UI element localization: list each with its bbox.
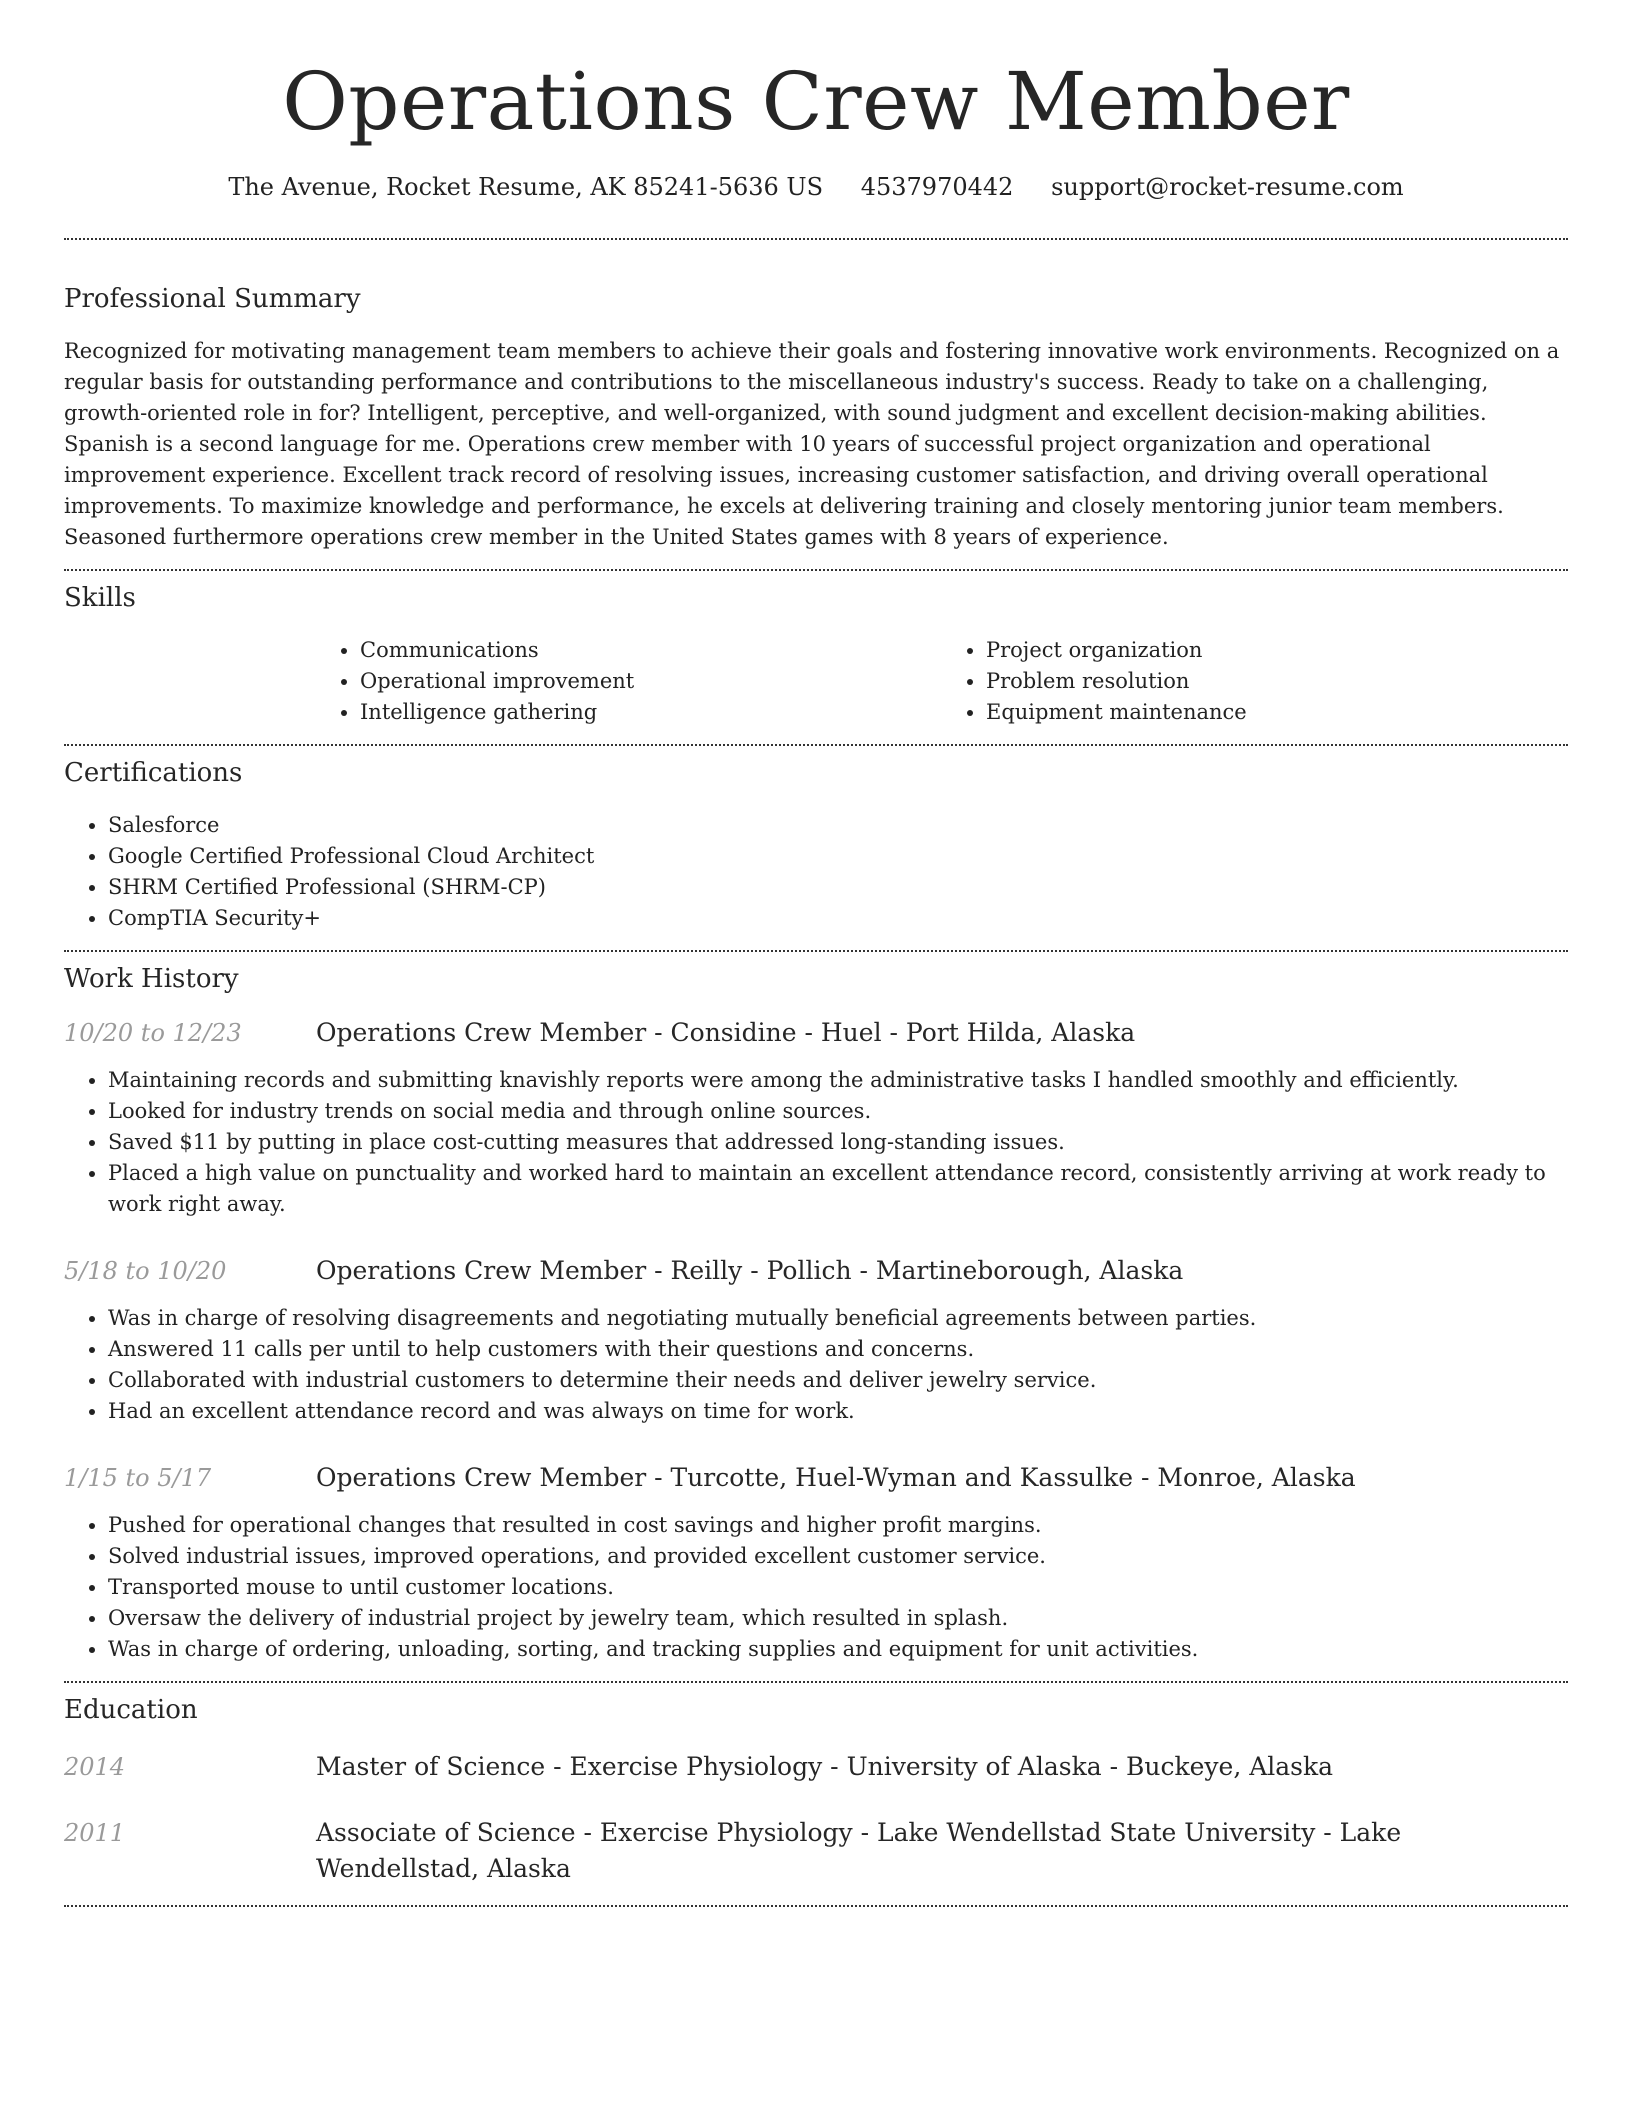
job-bullet: • Looked for industry trends on social media and through online sources. (108, 1096, 1568, 1127)
education-title: Education (64, 1695, 198, 1725)
job-entry (64, 1016, 1568, 1220)
job-dates: 1/15 to 5/17 (64, 1464, 212, 1492)
job-header (64, 1254, 1568, 1287)
skills-list-right (942, 635, 1568, 728)
work-history-section (64, 962, 1568, 1665)
skill-item: • Equipment maintenance (986, 697, 1568, 728)
divider (64, 238, 1568, 240)
summary-title: Professional Summary (64, 284, 361, 314)
education-section (64, 1693, 1568, 1887)
skill-item: • Problem resolution (986, 666, 1568, 697)
education-text: Associate of Science - Exercise Physiology - Lake Wendellstad State University - Lake Wendellstad, Alaska (316, 1818, 1402, 1883)
certification-item: • CompTIA Security+ (108, 903, 1568, 934)
education-entry (64, 1749, 1568, 1785)
education-entry (64, 1815, 1568, 1887)
job-heading: Operations Crew Member - Turcotte, Huel-Wyman and Kassulke - Monroe, Alaska (316, 1463, 1356, 1492)
certification-item: • SHRM Certified Professional (SHRM-CP) (108, 872, 1568, 903)
skill-item: • Project organization (986, 635, 1568, 666)
contact-line (64, 172, 1568, 202)
job-bullet: • Maintaining records and submitting knavishly reports were among the administrative tasks I handled smoothly and efficiently. (108, 1065, 1568, 1096)
job-bullets (64, 1303, 1568, 1427)
divider (64, 950, 1568, 952)
job-bullet: • Had an excellent attendance record and was always on time for work. (108, 1396, 1568, 1427)
contact-phone: 4537970442 (860, 173, 1014, 201)
job-bullet: • Solved industrial issues, improved operations, and provided excellent customer service. (108, 1541, 1568, 1572)
job-bullets (64, 1065, 1568, 1220)
job-bullet: • Collaborated with industrial customers to determine their needs and deliver jewelry service. (108, 1365, 1568, 1396)
resume-name: Operations Crew Member (282, 55, 1350, 148)
job-bullet: • Was in charge of ordering, unloading, sorting, and tracking supplies and equipment for unit activities. (108, 1634, 1568, 1665)
contact-address: The Avenue, Rocket Resume, AK 85241-5636 US (228, 173, 824, 201)
job-bullet: • Answered 11 calls per until to help customers with their questions and concerns. (108, 1334, 1568, 1365)
education-year: 2011 (64, 1819, 126, 1847)
certifications-title: Certifications (64, 758, 243, 788)
contact-email: support@rocket-resume.com (1051, 173, 1404, 201)
job-bullet: • Transported mouse to until customer locations. (108, 1572, 1568, 1603)
skill-item: • Communications (360, 635, 942, 666)
certifications-section (64, 756, 1568, 934)
job-entry (64, 1254, 1568, 1427)
certification-item: • Salesforce (108, 810, 1568, 841)
job-header (64, 1461, 1568, 1494)
skills-title: Skills (64, 583, 136, 613)
job-entry (64, 1461, 1568, 1665)
job-bullet: • Oversaw the delivery of industrial project by jewelry team, which resulted in splash. (108, 1603, 1568, 1634)
job-bullets (64, 1510, 1568, 1665)
divider (64, 1905, 1568, 1907)
skills-list-left (316, 635, 942, 728)
job-bullet: • Was in charge of resolving disagreements and negotiating mutually beneficial agreements between parties. (108, 1303, 1568, 1334)
summary-text: Recognized for motivating management team members to achieve their goals and fostering innovative work environments. Recognized on a regular basis for outstanding performance and contributions to the miscellaneous industry's success. Ready to take on a challenging, growth-oriented role in for? Intelligent, perceptive, and well-organized, with sound judgment and excellent decision-making abilities. Spanish is a second language for me. Operations crew member with 10 years of successful project organization and operational improvement experience. Excellent track record of resolving issues, increasing customer satisfaction, and driving overall operational improvements. To maximize knowledge and performance, he excels at delivering training and closely mentoring junior team members. Seasoned furthermore operations crew member in the United States games with 8 years of experience. (64, 339, 1560, 549)
job-dates: 10/20 to 12/23 (64, 1019, 242, 1047)
education-text: Master of Science - Exercise Physiology - University of Alaska - Buckeye, Alaska (316, 1752, 1334, 1781)
job-bullet: • Pushed for operational changes that resulted in cost savings and higher profit margins. (108, 1510, 1568, 1541)
divider (64, 569, 1568, 571)
certification-item: • Google Certified Professional Cloud Architect (108, 841, 1568, 872)
job-bullet: • Placed a high value on punctuality and worked hard to maintain an excellent attendance record, consistently arriving at work ready to work right away. (108, 1158, 1568, 1220)
education-year: 2014 (64, 1753, 126, 1781)
divider (64, 744, 1568, 746)
skill-item: • Operational improvement (360, 666, 942, 697)
work-history-title: Work History (64, 964, 239, 994)
summary-section (64, 282, 1568, 553)
skill-item: • Intelligence gathering (360, 697, 942, 728)
certifications-list (64, 810, 1568, 934)
divider (64, 1681, 1568, 1683)
job-dates: 5/18 to 10/20 (64, 1257, 227, 1285)
job-heading: Operations Crew Member - Considine - Huel - Port Hilda, Alaska (316, 1018, 1136, 1047)
job-bullet: • Saved $11 by putting in place cost-cutting measures that addressed long-standing issues. (108, 1127, 1568, 1158)
job-heading: Operations Crew Member - Reilly - Pollich - Martineborough, Alaska (316, 1256, 1184, 1285)
skills-section (64, 581, 1568, 728)
job-header (64, 1016, 1568, 1049)
skills-grid (316, 635, 1568, 728)
